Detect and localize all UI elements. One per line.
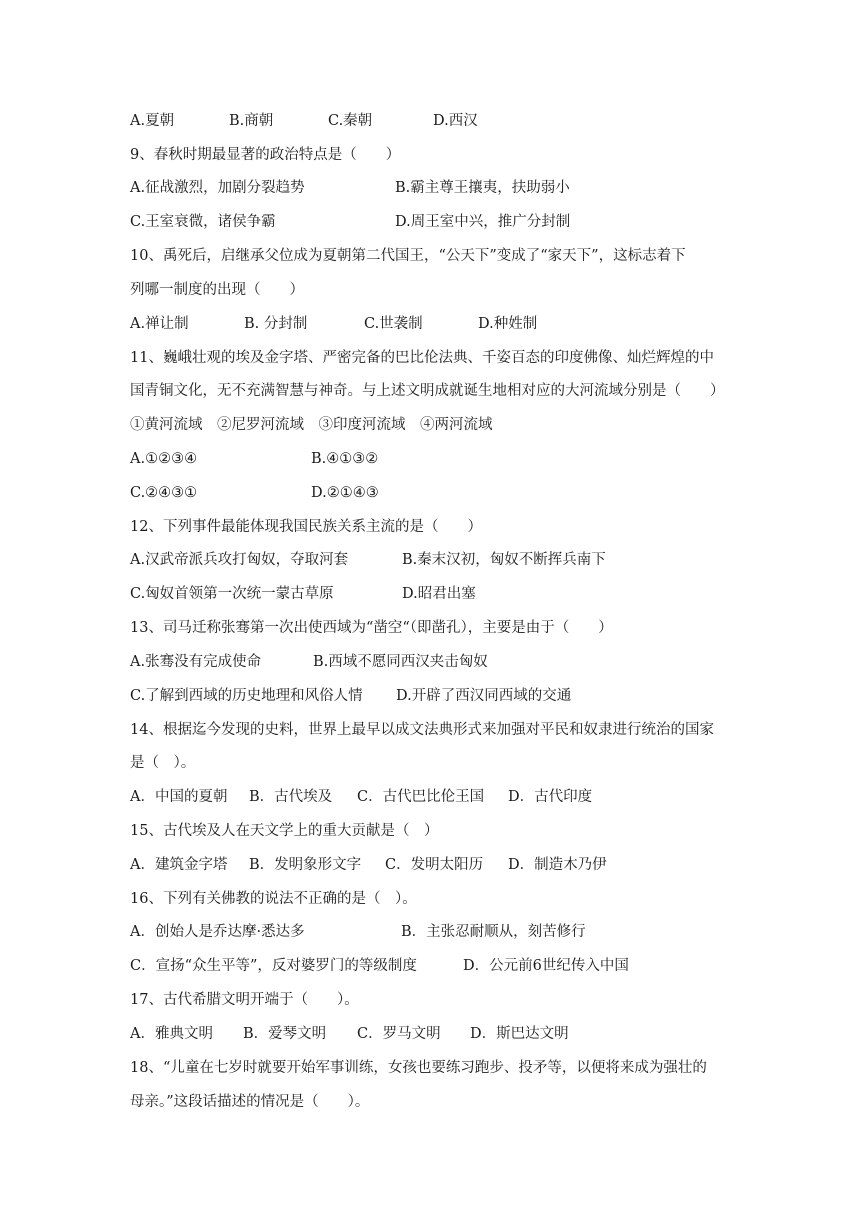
- q12-option-a: A.汉武帝派兵攻打匈奴，夺取河套: [130, 552, 349, 568]
- q11-option-c: C.②④③①: [130, 485, 198, 501]
- q11-stem-line3: ①黄河流域 ②尼罗河流域 ③印度河流域 ④两河流域: [130, 417, 493, 433]
- q17-stem: 17、古代希腊文明开端于（ ）。: [130, 992, 359, 1008]
- q10-option-c: C.世袭制: [364, 316, 423, 332]
- q15-option-b: B．发明象形文字: [249, 857, 362, 873]
- q14-stem-line1: 14、根据迄今发现的史料，世界上最早以成文法典形式来加强对平民和奴隶进行统治的国家: [130, 722, 714, 738]
- q11-option-b: B.④①③②: [311, 451, 379, 467]
- q9-option-d: D.周王室中兴，推广分封制: [395, 214, 571, 230]
- q16-option-b: B．主张忍耐顺从，刻苦修行: [401, 924, 586, 940]
- q8-option-d: D.西汉: [433, 113, 478, 129]
- q16-option-a: A．创始人是乔达摩·悉达多: [130, 924, 305, 940]
- q15-option-c: C．发明太阳历: [385, 857, 484, 873]
- q9-option-a: A.征战激烈，加剧分裂趋势: [130, 180, 305, 196]
- q15-option-d: D．制造木乃伊: [508, 857, 607, 873]
- q15-option-a: A．建筑金字塔: [130, 857, 228, 873]
- q8-option-a: A.夏朝: [130, 113, 175, 129]
- q10-option-b: B. 分封制: [244, 316, 308, 332]
- q16-option-c: C．宣扬“众生平等”，反对婆罗门的等级制度: [130, 958, 417, 974]
- q16-option-d: D．公元前6世纪传入中国: [463, 958, 629, 974]
- q12-option-d: D.昭君出塞: [402, 586, 476, 602]
- q13-option-c: C.了解到西域的历史地理和风俗人情: [130, 688, 363, 704]
- q10-stem-line1: 10、禹死后，启继承父位成为夏朝第二代国王，“公天下”变成了“家天下”，这标志着下: [130, 248, 686, 264]
- q13-option-a: A.张骞没有完成使命: [130, 654, 262, 670]
- q17-option-c: C．罗马文明: [357, 1026, 441, 1042]
- q11-option-d: D.②①④③: [311, 485, 379, 501]
- q12-option-c: C.匈奴首领第一次统一蒙古草原: [130, 586, 334, 602]
- q13-option-b: B.西域不愿同西汉夹击匈奴: [313, 654, 488, 670]
- q9-option-b: B.霸主尊王攘夷，扶助弱小: [395, 180, 570, 196]
- q9-stem: 9、春秋时期最显著的政治特点是（ ）: [130, 147, 401, 163]
- q13-stem: 13、司马迁称张骞第一次出使西域为“凿空“（即凿孔），主要是由于（ ）: [130, 620, 613, 636]
- q14-option-a: A．中国的夏朝: [130, 789, 228, 805]
- q17-option-a: A．雅典文明: [130, 1026, 213, 1042]
- q11-option-a: A.①②③④: [130, 451, 198, 467]
- q14-stem-line2: 是（ ）。: [130, 755, 196, 771]
- q15-stem: 15、古代埃及人在天文学上的重大贡献是（ ）: [130, 823, 439, 839]
- q9-option-c: C.王室衰微，诸侯争霸: [130, 214, 276, 230]
- q12-stem: 12、下列事件最能体现我国民族关系主流的是（ ）: [130, 519, 482, 535]
- q18-stem-line1: 18、“儿童在七岁时就要开始军事训练，女孩也要练习跑步、投矛等，以便将来成为强壮的: [130, 1060, 707, 1076]
- q11-stem-line1: 11、巍峨壮观的埃及金字塔、严密完备的巴比伦法典、千姿百态的印度佛像、灿烂辉煌的中: [130, 350, 714, 366]
- q14-option-c: C．古代巴比伦王国: [357, 789, 485, 805]
- q8-option-c: C.秦朝: [328, 113, 373, 129]
- q16-stem: 16、下列有关佛教的说法不正确的是（ ）。: [130, 891, 417, 907]
- q14-option-d: D．古代印度: [508, 789, 593, 805]
- q17-option-b: B．爱琴文明: [243, 1026, 327, 1042]
- q10-option-d: D.种姓制: [478, 316, 538, 332]
- q10-option-a: A.禅让制: [130, 316, 189, 332]
- q8-option-b: B.商朝: [229, 113, 274, 129]
- q14-option-b: B．古代埃及: [249, 789, 333, 805]
- q12-option-b: B.秦末汉初，匈奴不断挥兵南下: [402, 552, 606, 568]
- q13-option-d: D.开辟了西汉同西域的交通: [396, 688, 572, 704]
- q10-stem-line2: 列哪一制度的出现（ ）: [130, 282, 304, 298]
- q11-stem-line2: 国青铜文化，无不充满智慧与神奇。与上述文明成就诞生地相对应的大河流域分别是（ ）: [130, 383, 725, 399]
- q18-stem-line2: 母亲。”这段话描述的情况是（ ）。: [130, 1094, 370, 1110]
- q17-option-d: D．斯巴达文明: [470, 1026, 569, 1042]
